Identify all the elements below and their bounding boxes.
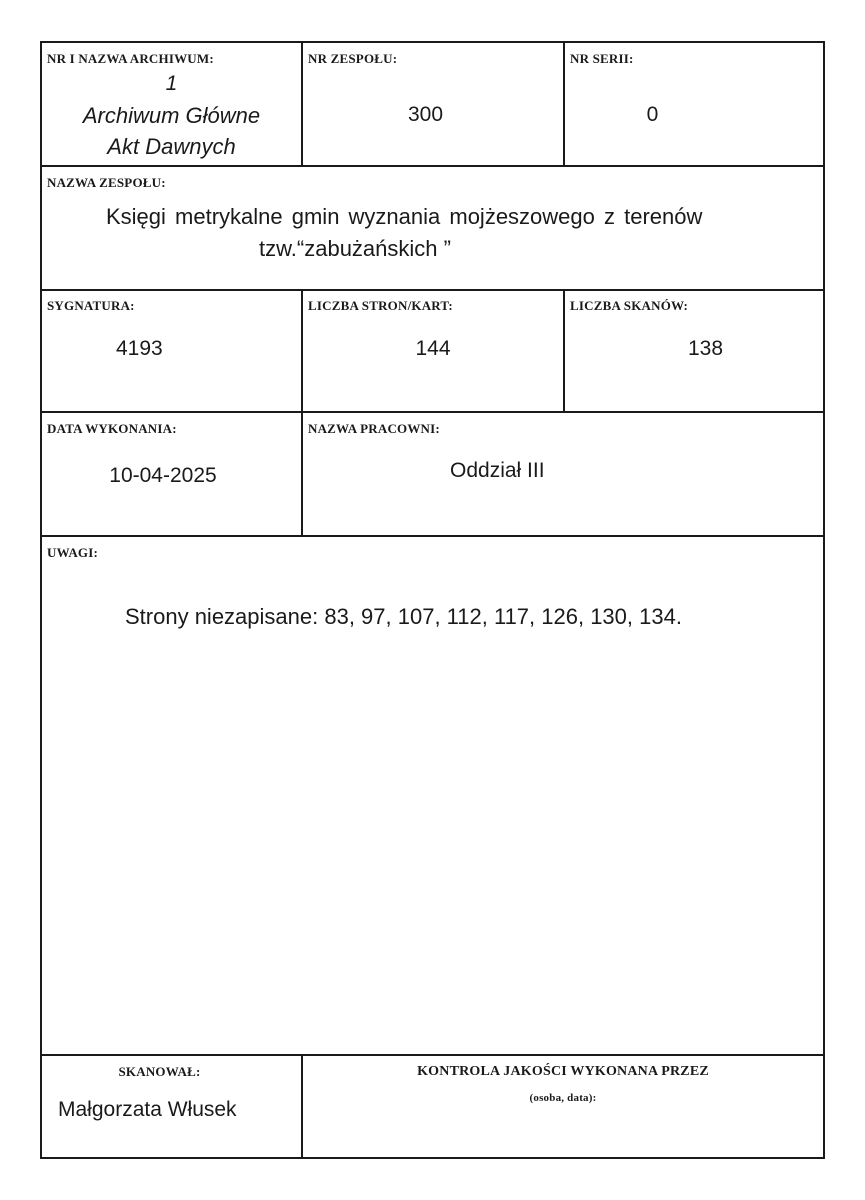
series-number-value: 0: [646, 103, 659, 126]
quality-control-cell: [303, 1056, 823, 1157]
archive-number: 1: [165, 72, 178, 95]
frame-bottom: [40, 1157, 825, 1159]
date-made-value: 10-04-2025: [109, 464, 217, 487]
scans-count-cell: [565, 291, 823, 411]
series-number-label: NR SERII:: [570, 51, 634, 66]
fonds-number-value: 300: [407, 103, 444, 126]
frame-right: [823, 41, 825, 1159]
fonds-name-line1: Księgi metrykalne gmin wyznania mojżeszowego z terenów: [106, 204, 703, 229]
scanned-by-value: Małgorzata Włusek: [58, 1098, 237, 1121]
workshop-value: Oddział III: [450, 459, 545, 482]
fonds-number-label: NR ZESPOŁU:: [308, 51, 398, 66]
fonds-number-cell: [303, 43, 563, 165]
series-number-cell: [565, 43, 823, 165]
archive-name-line2: Akt Dawnych: [107, 134, 236, 159]
archive-name-line1: Archiwum Główne: [82, 103, 261, 128]
fonds-name-line2: tzw.“zabużańskich ”: [259, 236, 451, 261]
scans-count-value: 138: [688, 337, 724, 360]
archive-cell: [42, 43, 301, 165]
fonds-name-label: NAZWA ZESPOŁU:: [47, 175, 166, 190]
workshop-cell: [303, 413, 823, 535]
remarks-label: UWAGI:: [47, 545, 99, 560]
remarks-cell: [42, 537, 823, 1054]
signature-value: 4193: [116, 337, 163, 360]
signature-label: SYGNATURA:: [47, 298, 135, 313]
scanned-by-cell: [42, 1056, 301, 1157]
pages-count-value: 144: [415, 337, 451, 360]
workshop-label: NAZWA PRACOWNI:: [308, 421, 440, 436]
pages-count-cell: [303, 291, 563, 411]
fonds-name-cell: [42, 167, 823, 289]
archive-label: NR I NAZWA ARCHIWUM:: [47, 51, 214, 66]
date-made-cell: [42, 413, 301, 535]
remarks-text: Strony niezapisane: 83, 97, 107, 112, 117, 126, 130, 134.: [125, 604, 682, 629]
quality-control-sublabel: (osoba, data):: [529, 1092, 597, 1104]
scans-count-label: LICZBA SKANÓW:: [570, 298, 689, 313]
signature-cell: [42, 291, 301, 411]
scanned-by-label: SKANOWAŁ:: [118, 1064, 201, 1079]
quality-control-label: KONTROLA JAKOŚCI WYKONANA PRZEZ: [417, 1064, 709, 1079]
date-made-label: DATA WYKONANIA:: [47, 421, 177, 436]
pages-count-label: LICZBA STRON/KART:: [308, 298, 453, 313]
